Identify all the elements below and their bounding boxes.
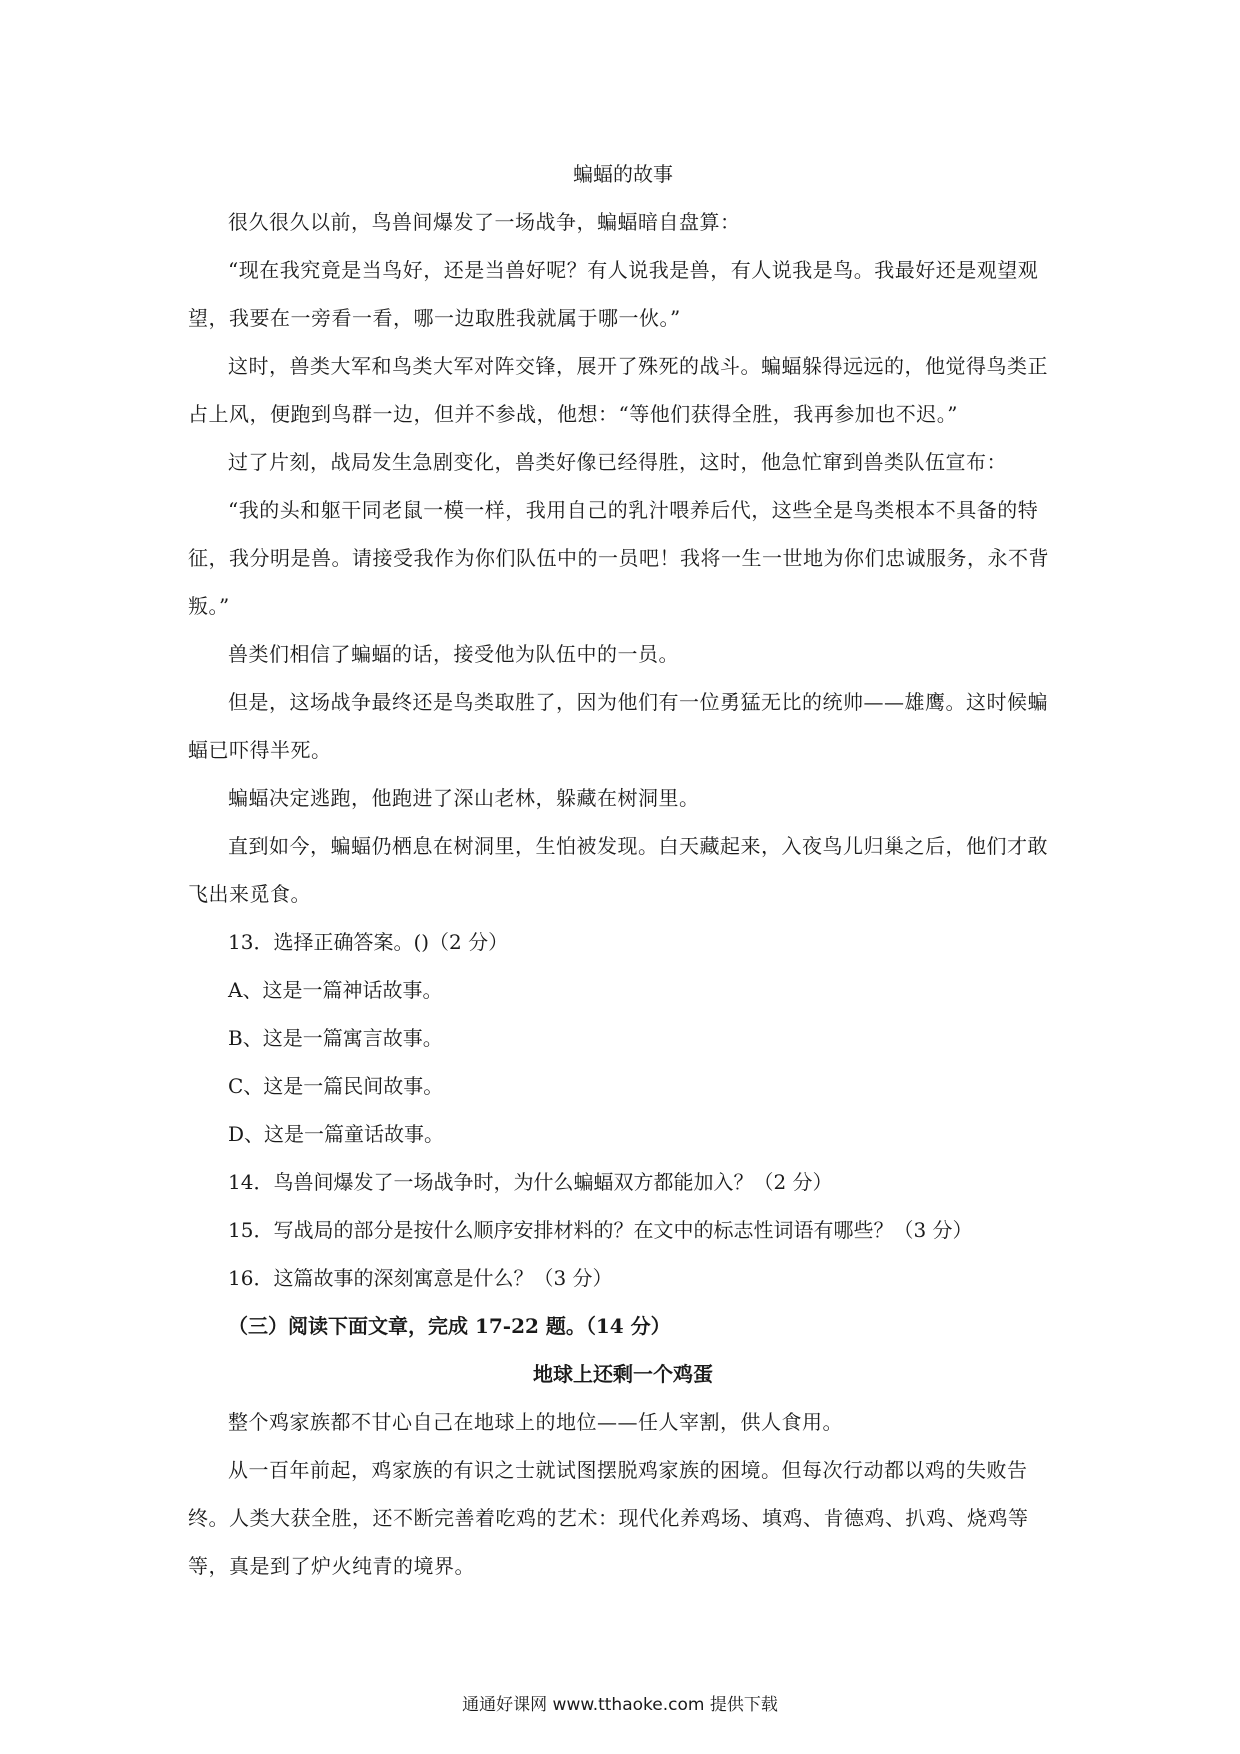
story-paragraph: 但是，这场战争最终还是鸟类取胜了，因为他们有一位勇猛无比的统帅——雄鹰。这时候蝙蝠已吓得半死。 (188, 690, 1048, 762)
question-13: 13．选择正确答案。()（2 分） (228, 930, 509, 954)
option-b: B、这是一篇寓言故事。 (228, 1026, 443, 1050)
article-paragraph: 整个鸡家族都不甘心自己在地球上的地位——任人宰割，供人食用。 (228, 1410, 843, 1434)
story-paragraph: 这时，兽类大军和鸟类大军对阵交锋，展开了殊死的战斗。蝙蝠躲得远远的，他觉得鸟类正占上风，便跑到鸟群一边，但并不参战，他想：“等他们获得全胜，我再参加也不迟。” (188, 354, 1048, 426)
story-title: 蝙蝠的故事 (573, 162, 673, 186)
option-c: C、这是一篇民间故事。 (228, 1074, 444, 1098)
question-15: 15．写战局的部分是按什么顺序安排材料的？在文中的标志性词语有哪些？（3 分） (228, 1218, 973, 1242)
story-paragraph: 过了片刻，战局发生急剧变化，兽类好像已经得胜，这时，他急忙窜到兽类队伍宣布： (228, 450, 1007, 474)
article-title: 地球上还剩一个鸡蛋 (533, 1362, 713, 1386)
document-page (188, 150, 1058, 1590)
page-footer: 通通好课网 www.tthaoke.com 提供下载 (462, 1695, 778, 1715)
option-d: D、这是一篇童话故事。 (228, 1122, 445, 1146)
story-paragraph: “我的头和躯干同老鼠一模一样，我用自己的乳汁喂养后代，这些全是鸟类根本不具备的特征，我分明是兽。请接受我作为你们队伍中的一员吧！我将一生一世地为你们忠诚服务，永不背叛。” (188, 498, 1049, 618)
story-paragraph: 很久很久以前，鸟兽间爆发了一场战争，蝙蝠暗自盘算： (228, 210, 741, 234)
story-paragraph: 蝙蝠决定逃跑，他跑进了深山老林，躲藏在树洞里。 (228, 786, 700, 810)
story-paragraph: 直到如今，蝙蝠仍栖息在树洞里，生怕被发现。白天藏起来，入夜鸟儿归巢之后，他们才敢飞出来觅食。 (188, 834, 1048, 906)
question-14: 14．鸟兽间爆发了一场战争时，为什么蝙蝠双方都能加入？（2 分） (228, 1170, 833, 1194)
question-16: 16．这篇故事的深刻寓意是什么？（3 分） (228, 1266, 613, 1290)
article-paragraph: 从一百年前起，鸡家族的有识之士就试图摆脱鸡家族的困境。但每次行动都以鸡的失败告终。人类大获全胜，还不断完善着吃鸡的艺术：现代化养鸡场、填鸡、肯德鸡、扒鸡、烧鸡等等，真是到了炉火纯青的境界。 (188, 1458, 1029, 1578)
story-paragraph: “现在我究竟是当鸟好，还是当兽好呢？有人说我是兽，有人说我是鸟。我最好还是观望观望，我要在一旁看一看，哪一边取胜我就属于哪一伙。” (188, 258, 1039, 330)
story-paragraph: 兽类们相信了蝙蝠的话，接受他为队伍中的一员。 (228, 642, 679, 666)
section-heading: （三）阅读下面文章，完成 17-22 题。（14 分） (228, 1314, 671, 1338)
option-a: A、这是一篇神话故事。 (228, 978, 443, 1002)
